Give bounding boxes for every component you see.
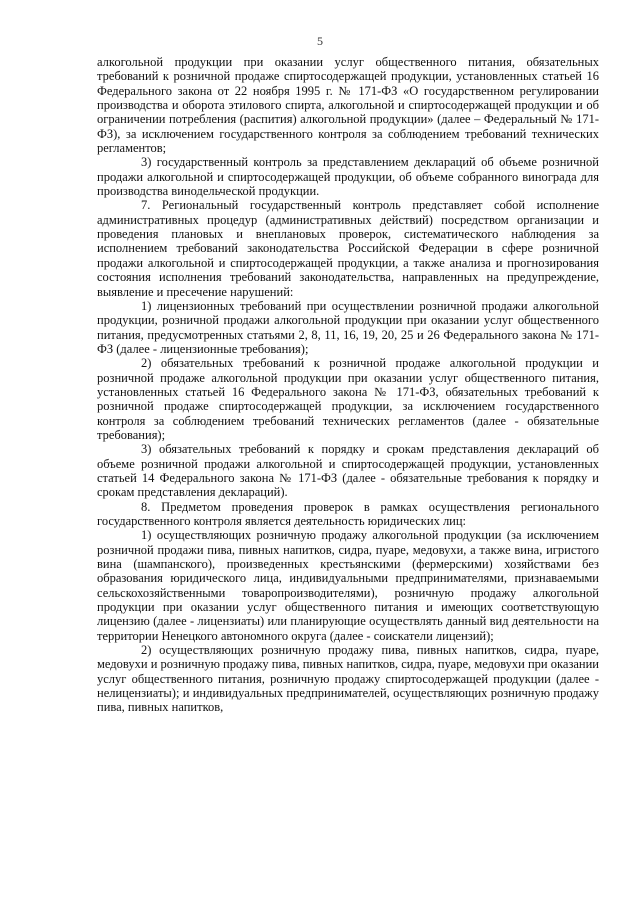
paragraph-item-6-3: 3) государственный контроль за представлением деклараций об объеме розничной продажи алкогольной и спиртосодержащей продукции, об объеме собранного винограда для производства винодельческой продукции. (97, 155, 599, 199)
paragraph-item-7-3: 3) обязательных требований к порядку и срокам представления деклараций об объеме розничной продажи алкогольной и спиртосодержащей продукции, установленных статьей 14 Федерального закона № 171-ФЗ (далее - обязательные требования к порядку и срокам представления деклараций). (97, 442, 599, 500)
paragraph-clause-7: 7. Региональный государственный контроль представляет собой исполнение административных процедур (административных действий) посредством организации и проведения плановых и внеплановых проверок, систематического наблюдения за исполнением требований законодательства Российской Федерации в сфере розничной продажи алкогольной и спиртосодержащей продукции, а также анализа и прогнозирования состояния исполнения требований законодательства, направленных на предупреждение, выявление и пресечение нарушений: (97, 198, 599, 299)
paragraph-item-8-2: 2) осуществляющих розничную продажу пива, пивных напитков, сидра, пуаре, медовухи и розничную продажу пива, пивных напитков, сидра, пуаре, медовухи при оказании услуг общественного питания, розничную продажу спиртосодержащей продукции (далее - нелицензиаты); и индивидуальных предпринимателей, осуществляющих розничную продажу пива, пивных напитков, (97, 643, 599, 715)
paragraph-item-7-1: 1) лицензионных требований при осуществлении розничной продажи алкогольной продукции, розничной продажи алкогольной продукции при оказании услуг общественного питания, предусмотренных статьями 2, 8, 11, 16, 19, 20, 25 и 26 Федерального закона № 171-ФЗ (далее - лицензионные требования); (97, 298, 599, 356)
paragraph-continuation: алкогольной продукции при оказании услуг общественного питания, обязательных требований к розничной продаже спиртосодержащей продукции, установленных статьей 16 Федерального закона от 22 ноября 1995 г. № 171-ФЗ «О государственном регулировании производства и оборота этилового спирта, алкогольной и спиртосодержащей продукции и об ограничении потребления (распития) алкогольной продукции» (далее – Федеральный № 171-ФЗ), за исключением государственного контроля за соблюдением требований технических регламентов; (97, 55, 599, 156)
paragraph-item-8-1: 1) осуществляющих розничную продажу алкогольной продукции (за исключением розничной продажи пива, пивных напитков, сидра, пуаре, медовухи, а также вина, игристого вина (шампанского), произведенных крестьянскими (фермерскими) хозяйствами без образования юридического лица, индивидуальными предпринимателями, признаваемыми сельскохозяйственными товаропроизводителями), розничную продажу алкогольной продукции при оказании услуг общественного питания и имеющих соответствующую лицензию (далее - лицензиаты) или планирующие осуществлять данный вид деятельности на территории Ненецкого автономного округа (далее - соискатели лицензий); (97, 528, 599, 643)
paragraph-clause-8: 8. Предметом проведения проверок в рамках осуществления регионального государственного контроля является деятельность юридических лиц: (97, 499, 599, 528)
paragraph-item-7-2: 2) обязательных требований к розничной продаже алкогольной продукции и розничной продаже алкогольной продукции при оказании услуг общественного питания, установленных статьей 16 Федерального закона № 171-ФЗ, обязательных требований к розничной продаже спиртосодержащей продукции, за исключением государственного контроля за соблюдением требований технических регламентов (далее - обязательные требования); (97, 356, 599, 442)
document-body (97, 55, 599, 715)
page-number: 5 (317, 34, 323, 48)
